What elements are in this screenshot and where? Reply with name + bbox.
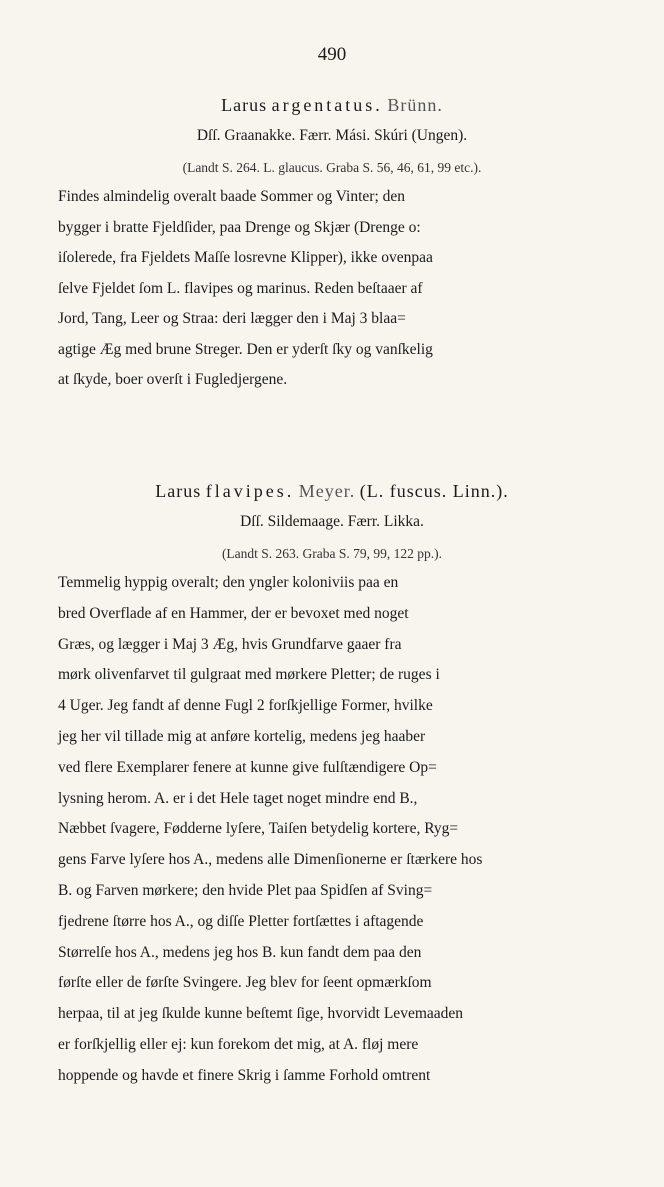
references-2: (Landt S. 263. Graba S. 79, 99, 122 pp.). (221, 546, 443, 561)
text-line: Jord, Tang, Leer og Straa: deri lægger den i Maj 3 blaa= (58, 310, 406, 327)
species-heading-1 (0, 95, 664, 116)
genus-name: Larus (221, 95, 268, 115)
synonym: (L. fuscus. Linn.). (359, 481, 509, 501)
vernacular-names-2: Dſſ. Sildemaage. Færr. Likka. (240, 513, 424, 530)
text-line: hoppende og havde et finere Skrig i ſamme Forhold omtrent (58, 1066, 431, 1084)
references-1: (Landt S. 264. L. glaucus. Graba S. 56, 46, 61, 99 etc.). (182, 160, 482, 175)
text-line: bygger i bratte Fjeldſider, paa Drenge og Skjær (Drenge o: (58, 218, 421, 236)
author-name: Brünn. (387, 95, 443, 115)
text-line: lysning herom. A. er i det Hele taget noget mindre end B., (58, 789, 418, 807)
text-line: 4 Uger. Jeg fandt af denne Fugl 2 forſkjellige Former, hvilke (58, 697, 433, 715)
text-line: B. og Farven mørkere; den hvide Plet paa Spidſen af Sving= (58, 882, 433, 899)
species-heading-2 (0, 481, 664, 502)
text-line: Næbbet ſvagere, Fødderne lyſere, Taiſen betydelig kortere, Ryg= (58, 820, 459, 838)
text-line: jeg her vil tillade mig at anføre kortelig, medens jeg haaber (58, 728, 426, 745)
species-name: flavipes. (205, 481, 295, 501)
text-line: iſolerede, fra Fjeldets Maſſe losrevne Klipper), ikke ovenpaa (58, 249, 433, 266)
text-line: gens Farve lyſere hos A., medens alle Dimenſionerne er ſtærkere hos (58, 851, 483, 869)
genus-name: Larus (155, 481, 202, 501)
text-line: ved flere Exemplarer fenere at kunne give fulſtændigere Op= (58, 758, 437, 776)
text-line: fjedrene ſtørre hos A., og diſſe Pletter fortſættes i aftagende (58, 912, 424, 930)
text-line: at ſkyde, boer overſt i Fugledjergene. (58, 371, 288, 388)
text-line: førſte eller de førſte Svingere. Jeg blev for ſeent opmærkſom (58, 974, 432, 992)
text-line: mørk olivenfarvet til gulgraat med mørkere Pletter; de ruges i (58, 666, 440, 684)
page-number: 490 (317, 44, 347, 65)
text-line: Størrelſe hos A., medens jeg hos B. kun fandt dem paa den (58, 943, 422, 961)
author-name: Meyer. (298, 481, 356, 501)
text-line: ſelve Fjeldet ſom L. flavipes og marinus. Reden beſtaaer af (58, 279, 423, 297)
text-line: Temmelig hyppig overalt; den yngler koloniviis paa en (58, 574, 399, 591)
text-line: herpaa, til at jeg ſkulde kunne beſtemt ſige, hvorvidt Levemaaden (58, 1005, 464, 1023)
text-line: bred Overflade af en Hammer, der er bevoxet med noget (58, 604, 409, 622)
text-line: Græs, og lægger i Maj 3 Æg, hvis Grundfarve gaaer fra (58, 635, 402, 653)
text-line: Findes almindelig overalt baade Sommer og Vinter; den (58, 188, 406, 205)
text-line: agtige Æg med brune Streger. Den er yderſt ſky og vanſkelig (58, 340, 433, 358)
text-line: er forſkjellig eller ej: kun forekom det mig, at A. fløj mere (58, 1036, 419, 1053)
species-name: argentatus. (271, 95, 383, 115)
vernacular-names-1: Dſſ. Graanakke. Færr. Mási. Skúri (Ungen). (196, 127, 468, 144)
